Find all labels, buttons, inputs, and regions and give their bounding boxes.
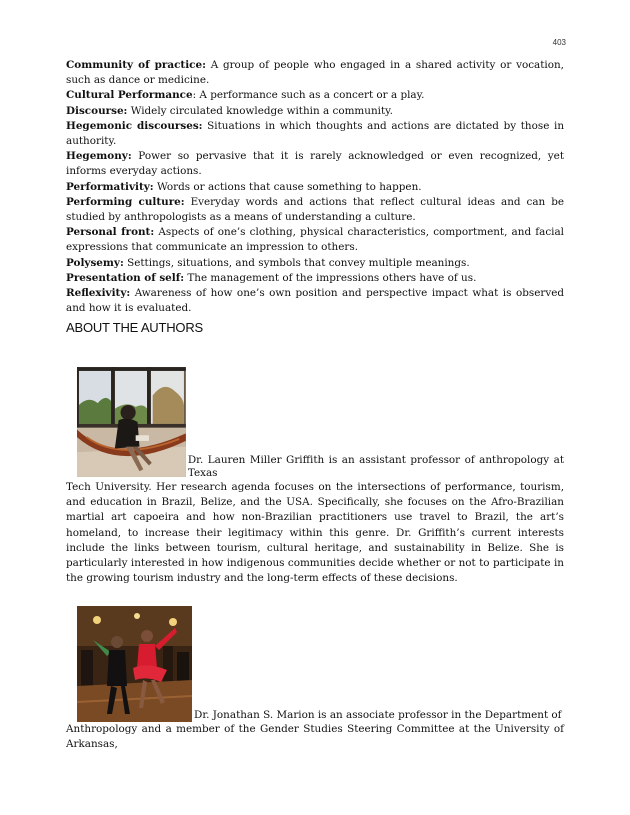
glossary-term: Performing culture: bbox=[66, 195, 185, 208]
glossary-term: Community of practice: bbox=[66, 59, 206, 71]
glossary-definition: The management of the impressions others have of us. bbox=[184, 271, 477, 284]
glossary-entry bbox=[66, 88, 564, 103]
glossary-term: Hegemonic discourses: bbox=[66, 119, 203, 132]
glossary-definition: A group of people who engaged in a shared activity or vocation, such as dance or medicine. bbox=[66, 59, 564, 87]
author-bio-text: Tech University. Her research agenda focuses on the intersections of performance, tourism, and education in Brazil, Belize, and the USA. Specifically, she focuses on the Afro-Brazilian martial art capoeira and how non-Brazilian practitioners use travel to Brazil, the art’s homeland, to increase their legitimacy within this genre. Dr. Griffith’s current interests include the links between tourism, cultural heritage, and sustainability in Belize. She is particularly interested in how indigenous communities decide whether or not to participate in the growing tourism industry and the long-term effects of these decisions. bbox=[66, 481, 564, 585]
glossary-term: Performativity: bbox=[66, 180, 154, 193]
author-photo-row bbox=[66, 364, 564, 480]
glossary-term: Polysemy: bbox=[66, 256, 124, 269]
author-photo-row bbox=[66, 606, 564, 722]
glossary-term: Discourse: bbox=[66, 104, 128, 117]
glossary-term: Presentation of self: bbox=[66, 271, 185, 284]
author-photo-hammock bbox=[77, 364, 186, 480]
glossary-definition: Widely circulated knowledge within a community. bbox=[127, 104, 393, 117]
page-number: 403 bbox=[552, 38, 566, 47]
glossary-entry bbox=[66, 149, 564, 179]
glossary-entry bbox=[66, 104, 564, 119]
author-bio bbox=[66, 606, 564, 752]
glossary-definition: Power so pervasive that it is rarely acknowledged or even recognized, yet informs everyday actions. bbox=[66, 150, 564, 178]
glossary-entry bbox=[66, 180, 564, 195]
glossary-definition: Everyday words and actions that reflect cultural ideas and can be studied by anthropologists as a means of understanding a culture. bbox=[66, 195, 564, 224]
glossary-term: Reflexivity: bbox=[66, 287, 131, 300]
glossary-entry bbox=[66, 286, 564, 316]
glossary-entry bbox=[66, 225, 564, 255]
glossary-definition: Words or actions that cause something to happen. bbox=[153, 180, 422, 193]
glossary-entry bbox=[66, 58, 564, 88]
author-bio-first-line: Dr. Jonathan S. Marion is an associate professor in the Department of bbox=[194, 709, 562, 721]
glossary-definition: Awareness of how one’s own position and perspective impact what is observed and how it is evaluated. bbox=[66, 287, 564, 315]
glossary-list bbox=[66, 58, 564, 316]
author-bio-text: Anthropology and a member of the Gender Studies Steering Committee at the University of Arkansas, bbox=[66, 723, 564, 751]
glossary-definition: Situations in which thoughts and actions are dictated by those in authority. bbox=[66, 119, 565, 148]
glossary-term: Cultural Performance bbox=[66, 89, 193, 102]
glossary-term: Hegemony: bbox=[66, 150, 132, 163]
glossary-term: Personal front: bbox=[66, 226, 155, 239]
glossary-definition: Settings, situations, and symbols that convey multiple meanings. bbox=[123, 256, 470, 269]
glossary-entry bbox=[66, 256, 564, 271]
about-authors-heading: ABOUT THE AUTHORS bbox=[66, 320, 203, 335]
glossary-entry bbox=[66, 271, 564, 286]
author-bio bbox=[66, 364, 564, 586]
author-bio-first-line: Dr. Lauren Miller Griffith is an assistant professor of anthropology at Texas bbox=[187, 454, 564, 479]
glossary-definition: Aspects of one’s clothing, physical characteristics, comportment, and facial expressions that communicate an impression to others. bbox=[66, 226, 564, 254]
author-photo-dance bbox=[77, 606, 192, 722]
glossary-entry bbox=[66, 195, 564, 225]
glossary-definition: : A performance such as a concert or a play. bbox=[192, 89, 425, 102]
glossary-entry bbox=[66, 119, 564, 149]
